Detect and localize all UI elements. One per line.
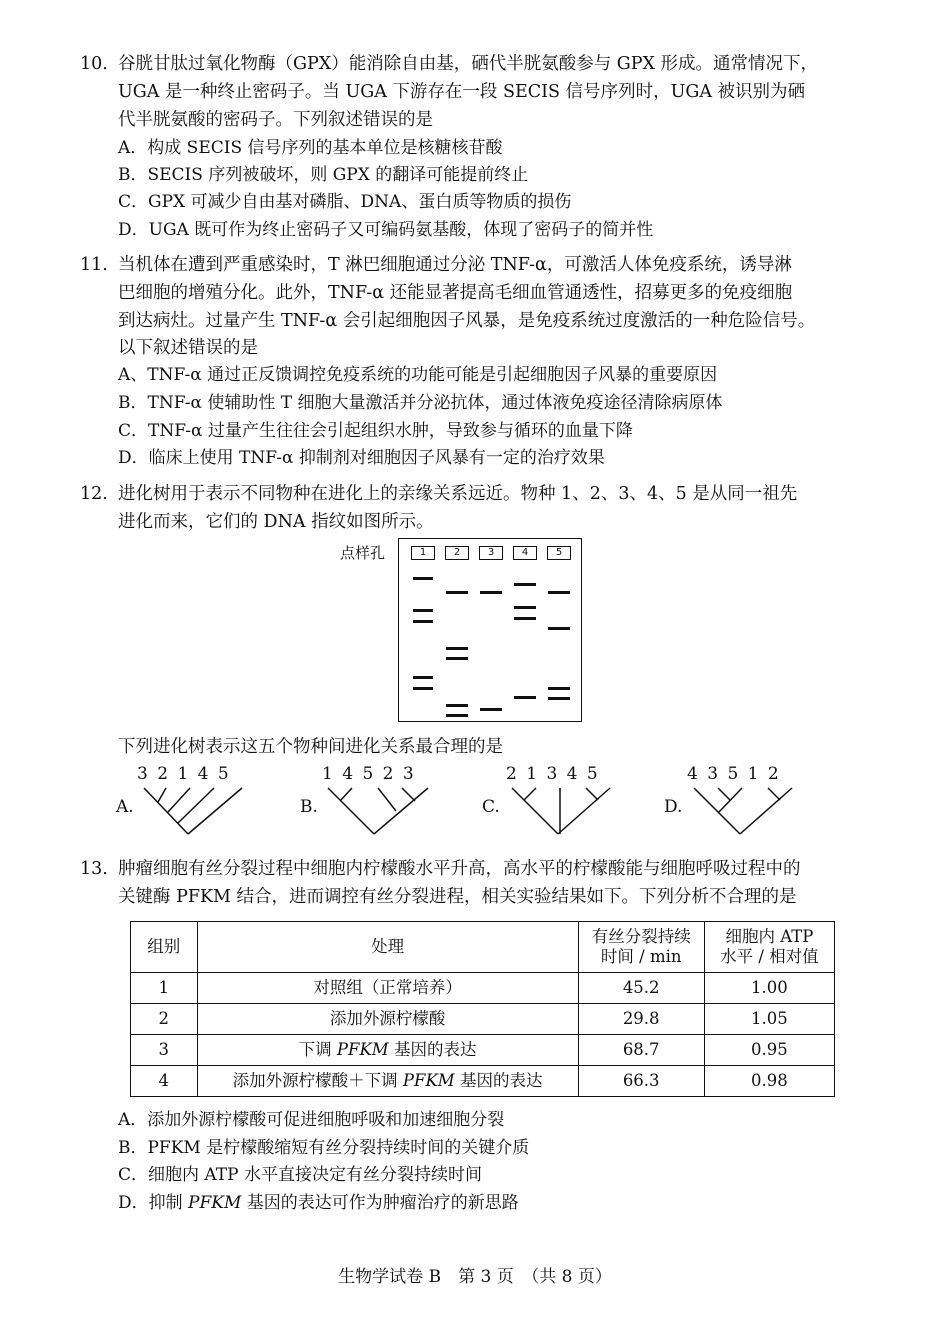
q10-option-c: C．GPX 可减少自由基对磷脂、DNA、蛋白质等物质的损伤	[118, 192, 572, 212]
gel-band	[480, 708, 502, 711]
experiment-table	[130, 921, 835, 1097]
table-header-row	[131, 922, 835, 973]
q10-stem-line: UGA 是一种终止密码子。当 UGA 下游存在一段 SECIS 信号序列时，UGA 被识别为硒	[118, 82, 806, 102]
q12-number: 12.	[80, 484, 108, 504]
q12-stem-line: 进化树用于表示不同物种在进化上的亲缘关系远近。物种 1、2、3、4、5 是从同一祖先	[118, 484, 798, 504]
q13-option-a: A．添加外源柠檬酸可促进细胞呼吸和加速细胞分裂	[118, 1110, 505, 1130]
table-header-cell: 组别	[131, 922, 198, 973]
tree-c-diagram	[498, 784, 638, 844]
table-row	[131, 1004, 835, 1035]
table-cell: 0.95	[704, 1035, 834, 1066]
q11-stem-line: 到达病灶。过量产生 TNF-α 会引起细胞因子风暴，是免疫系统过度激活的一种危险信号。	[118, 311, 816, 331]
tree-a-letter: A.	[116, 797, 134, 817]
gel-band	[413, 620, 433, 623]
tree-d-letter: D.	[664, 797, 683, 817]
gel-well: 3	[479, 546, 503, 560]
tree-b-order: 1 4 5 2 3	[322, 764, 416, 784]
table-cell: 45.2	[578, 973, 704, 1004]
tree-c-order: 2 1 3 4 5	[506, 764, 600, 784]
gel-band	[514, 606, 536, 609]
gel-band	[446, 714, 468, 717]
table-row	[131, 1035, 835, 1066]
gel-band	[514, 696, 536, 699]
dna-fingerprint-gel	[398, 538, 582, 722]
q10-option-a: A．构成 SECIS 信号序列的基本单位是核糖核苷酸	[118, 138, 503, 158]
q12-stem-line: 进化而来，它们的 DNA 指纹如图所示。	[118, 512, 434, 532]
table-cell: 添加外源柠檬酸	[197, 1004, 578, 1035]
table-header-cell: 有丝分裂持续 时间 / min	[578, 922, 704, 973]
gel-band	[548, 627, 570, 630]
page-footer: 生物学试卷 B 第 3 页 （共 8 页）	[338, 1267, 612, 1287]
gel-band	[446, 647, 468, 650]
gel-band	[413, 609, 433, 612]
q11-stem-line: 以下叙述错误的是	[118, 338, 258, 358]
q11-option-d: D．临床上使用 TNF-α 抑制剂对细胞因子风暴有一定的治疗效果	[118, 448, 605, 468]
gel-well-label: 点样孔	[340, 544, 386, 562]
q11-stem-line: 当机体在遭到严重感染时，T 淋巴细胞通过分泌 TNF-α，可激活人体免疫系统，诱导淋	[118, 255, 792, 275]
q10-number: 10.	[80, 54, 108, 74]
gel-band	[548, 687, 570, 690]
q11-stem-line: 巴细胞的增殖分化。此外，TNF-α 还能显著提高毛细血管通透性，招募更多的免疫细胞	[118, 283, 793, 303]
table-cell: 下调 PFKM 基因的表达	[197, 1035, 578, 1066]
gel-band	[480, 591, 502, 594]
q13-option-d: D．抑制 PFKM 基因的表达可作为肿瘤治疗的新思路	[118, 1193, 519, 1213]
gel-band	[413, 577, 433, 580]
gel-band	[413, 687, 433, 690]
q10-option-b: B．SECIS 序列被破坏，则 GPX 的翻译可能提前终止	[118, 165, 529, 185]
gel-well: 1	[411, 546, 435, 560]
tree-a-diagram	[130, 784, 270, 844]
gel-band	[514, 617, 536, 620]
table-cell: 3	[131, 1035, 198, 1066]
q10-stem-line: 代半胱氨酸的密码子。下列叙述错误的是	[118, 110, 433, 130]
gel-band	[548, 697, 570, 700]
gel-well: 5	[547, 546, 571, 560]
tree-b-letter: B.	[300, 797, 318, 817]
q13-option-b: B．PFKM 是柠檬酸缩短有丝分裂持续时间的关键介质	[118, 1138, 530, 1158]
table-cell: 对照组（正常培养）	[197, 973, 578, 1004]
table-header-cell: 细胞内 ATP 水平 / 相对值	[704, 922, 834, 973]
gel-band	[446, 704, 468, 707]
table-cell: 4	[131, 1066, 198, 1097]
table-row	[131, 1066, 835, 1097]
gel-band	[413, 676, 433, 679]
q11-option-a: A、TNF-α 通过正反馈调控免疫系统的功能可能是引起细胞因子风暴的重要原因	[118, 365, 718, 385]
table-cell: 1	[131, 973, 198, 1004]
q10-stem-line: 谷胱甘肽过氧化物酶（GPX）能消除自由基，硒代半胱氨酸参与 GPX 形成。通常情况下，	[118, 54, 819, 74]
table-cell: 添加外源柠檬酸＋下调 PFKM 基因的表达	[197, 1066, 578, 1097]
q11-option-b: B．TNF-α 使辅助性 T 细胞大量激活并分泌抗体，通过体液免疫途径清除病原体	[118, 393, 723, 413]
q12-prompt: 下列进化树表示这五个物种间进化关系最合理的是	[118, 737, 503, 757]
table-header-cell: 处理	[197, 922, 578, 973]
tree-d-order: 4 3 5 1 2	[687, 764, 781, 784]
gel-well: 2	[445, 546, 469, 560]
tree-a-order: 3 2 1 4 5	[137, 764, 231, 784]
q13-stem-line: 肿瘤细胞有丝分裂过程中细胞内柠檬酸水平升高，高水平的柠檬酸能与细胞呼吸过程中的	[118, 859, 801, 879]
q10-option-d: D．UGA 既可作为终止密码子又可编码氨基酸，体现了密码子的简并性	[118, 220, 654, 240]
tree-d-diagram	[680, 784, 820, 844]
table-cell: 0.98	[704, 1066, 834, 1097]
gel-band	[548, 591, 570, 594]
table-row	[131, 973, 835, 1004]
q11-option-c: C．TNF-α 过量产生往往会引起组织水肿，导致参与循环的血量下降	[118, 421, 633, 441]
table-cell: 2	[131, 1004, 198, 1035]
table-cell: 1.05	[704, 1004, 834, 1035]
q13-stem-line: 关键酶 PFKM 结合，进而调控有丝分裂进程，相关实验结果如下。下列分析不合理的是	[118, 887, 797, 907]
tree-b-diagram	[316, 784, 456, 844]
gel-band	[446, 657, 468, 660]
gel-well: 4	[513, 546, 537, 560]
gel-band	[446, 591, 468, 594]
table-cell: 29.8	[578, 1004, 704, 1035]
q13-option-c: C．细胞内 ATP 水平直接决定有丝分裂持续时间	[118, 1165, 482, 1185]
table-cell: 68.7	[578, 1035, 704, 1066]
q13-number: 13.	[80, 859, 108, 879]
q11-number: 11.	[80, 255, 108, 275]
table-cell: 66.3	[578, 1066, 704, 1097]
gel-band	[514, 583, 536, 586]
table-cell: 1.00	[704, 973, 834, 1004]
tree-c-letter: C.	[482, 797, 500, 817]
